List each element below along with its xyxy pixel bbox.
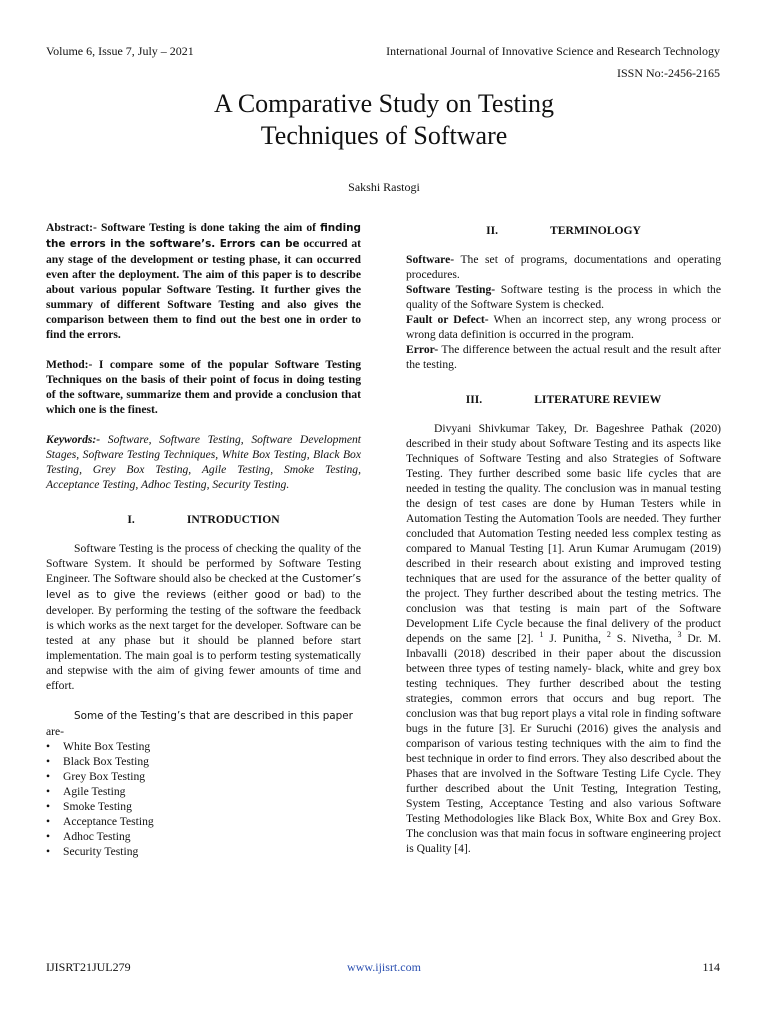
affil-sup: 2 bbox=[606, 630, 611, 640]
title-line-1: A Comparative Study on Testing bbox=[213, 89, 555, 118]
intro-p1-a: Software Testing is the process of checking the quality of the Software System. It should be performed by Software Testing Engineer. The Software should also be checked at bbox=[46, 542, 361, 585]
keywords bbox=[46, 432, 361, 492]
intro-paragraph-2 bbox=[46, 708, 361, 724]
lit-text-d: Dr. M. Inbavalli (2018) described in their paper about the discussion between three types of testing namely- black, white and grey box testing techniques. They further described about the testing strategies, common errors that occurs and bug report. The conclusion was that bug report plays a vital role in finding software bugs in the future [3]. Er Suruchi (2016) gives the analysis and comparison of various testing techniques with the aim to find the best technique in order to find errors. They also described about the Phases that are involved in the Software Testing Life Cycle. They further described about the Unit Testing, Integration Testing, System Testing, Acceptance Testing and also various Software Testing Methodologies like Black Box, White Box and Grey Box. The conclusion was that main focus in software engineering project is Quality [4]. bbox=[406, 632, 722, 855]
list-item bbox=[46, 754, 361, 769]
term: Software Testing- bbox=[406, 283, 496, 296]
bullet: • bbox=[46, 830, 51, 843]
literature-paragraph bbox=[406, 421, 721, 856]
left-column bbox=[46, 220, 361, 859]
list-item-text: Grey Box Testing bbox=[63, 770, 146, 783]
abstract bbox=[46, 220, 361, 342]
keywords-label: Keywords:- bbox=[46, 433, 101, 446]
term: Software- bbox=[406, 253, 455, 266]
bullet: • bbox=[46, 770, 51, 783]
term-definition: The set of programs, documentations and operating procedures. bbox=[406, 253, 721, 281]
intro-heading bbox=[46, 512, 361, 527]
keywords-text: Software, Software Testing, Software Development Stages, Software Testing Techniques, White Box Testing, Black Box Testing, Grey Box Testing, Agile Testing, Smoke Testing, Acceptance Testing, Adhoc Testing, Security Testing. bbox=[46, 433, 361, 491]
lit-text-c: S. Nivetha, bbox=[610, 632, 678, 645]
terminology-list bbox=[406, 252, 721, 372]
page-number: 114 bbox=[702, 960, 720, 974]
abstract-text-sans: finding the errors in the software’s. Errors can be bbox=[46, 222, 361, 250]
term-fault bbox=[406, 312, 721, 342]
term-software-testing bbox=[406, 282, 721, 312]
testing-list bbox=[46, 739, 361, 859]
list-item bbox=[46, 784, 361, 799]
author: Sakshi Rastogi bbox=[348, 180, 420, 194]
list-item-text: White Box Testing bbox=[63, 740, 151, 753]
journal-volume: Volume 6, Issue 7, July – 2021 bbox=[46, 44, 194, 58]
abstract-label: Abstract:- bbox=[46, 221, 97, 234]
literature-title: LITERATURE REVIEW bbox=[534, 393, 662, 406]
literature-heading bbox=[406, 392, 721, 407]
journal-name: International Journal of Innovative Science and Research Technology bbox=[386, 44, 720, 58]
list-item-text: Agile Testing bbox=[63, 785, 126, 798]
intro-p2-sans: Some of the Testing’s that are described in this paper bbox=[74, 710, 353, 722]
title-line-2: Techniques of Software bbox=[260, 121, 508, 150]
paper-id: IJISRT21JUL279 bbox=[46, 960, 131, 974]
bullet: • bbox=[46, 815, 51, 828]
terminology-heading bbox=[406, 223, 721, 238]
bullet: • bbox=[46, 740, 51, 753]
bullet: • bbox=[46, 800, 51, 813]
intro-p2-rest: are- bbox=[46, 725, 65, 738]
lit-text-a: Divyani Shivkumar Takey, Dr. Bageshree Pathak (2020) described in their study about Software Testing and its aspects like Techniques of Software Testing and also Strategies of Software Testing. They further described some basic life cycles that are needed in testing the quality. The conclusion was in manual testing the design of test cases are done by Human Testers while in Automation Testing the Automation Tools are needed. They further concluded that Automation Testing needed less complex testing as compared to Manual Testing [1]. Arun Kumar Arumugam (2019) described in their research about existing and improved testing techniques that are used for the assurance of the better quality of the project. They further described about the testing metrics. The conclusion was that testing is main part of the Software Development Life Cycle because the final delivery of the product depends on the same [2]. bbox=[406, 422, 721, 645]
bullet: • bbox=[46, 845, 51, 858]
list-item-text: Black Box Testing bbox=[63, 755, 149, 768]
list-item bbox=[46, 799, 361, 814]
list-item bbox=[46, 769, 361, 784]
literature-num: III. bbox=[465, 393, 483, 406]
paper-title bbox=[0, 88, 768, 152]
term-error bbox=[406, 342, 721, 372]
abstract-text-a: Software Testing is done taking the aim of bbox=[96, 221, 321, 234]
list-item-text: Smoke Testing bbox=[63, 800, 132, 813]
lit-text-b: J. Punitha, bbox=[543, 632, 607, 645]
term-software bbox=[406, 252, 721, 282]
affil-sup: 3 bbox=[677, 630, 682, 640]
intro-p1-b: bad) to the developer. By performing the testing of the software the feedback is which works as the next target for the developer. Software can be tested at any phase but it should be planned before start implementation. The main goal is to perform testing systematically and stepwise with the aim of giving fewer amounts of time and effort. bbox=[46, 588, 361, 692]
term-definition: When an incorrect step, any wrong process or wrong data definition is occurred in the program. bbox=[406, 313, 721, 341]
term: Error- bbox=[406, 343, 439, 356]
list-item bbox=[46, 844, 361, 859]
affil-sup: 1 bbox=[539, 630, 544, 640]
issn: ISSN No:-2456-2165 bbox=[616, 66, 720, 80]
list-item-text: Acceptance Testing bbox=[63, 815, 154, 828]
list-item bbox=[46, 814, 361, 829]
bullet: • bbox=[46, 755, 51, 768]
terminology-title: TERMINOLOGY bbox=[550, 224, 641, 237]
term-definition: The difference between the actual result and the result after the testing. bbox=[406, 343, 721, 371]
list-item-text: Adhoc Testing bbox=[63, 830, 131, 843]
list-item bbox=[46, 829, 361, 844]
journal-website-link[interactable]: www.ijisrt.com bbox=[347, 960, 421, 974]
intro-num: I. bbox=[127, 513, 135, 526]
list-item-text: Security Testing bbox=[63, 845, 139, 858]
abstract-text-b: occurred at any stage of the development or testing phase, it can occurred even after the deployment. The aim of this paper is to describe about various popular Software Testing. It further gives the summary of different Software Testing and also gives the comparison between them to find out the best one in order to find the errors. bbox=[46, 237, 361, 341]
intro-p1-sans: the Customer’s level as to give the reviews (either good or bbox=[46, 573, 362, 601]
right-column bbox=[406, 220, 721, 856]
intro-paragraph bbox=[46, 541, 361, 693]
bullet: • bbox=[46, 785, 51, 798]
term: Fault or Defect- bbox=[406, 313, 489, 326]
intro-title: INTRODUCTION bbox=[186, 513, 280, 526]
term-definition: Software testing is the process in which the quality of the Software System is checked. bbox=[406, 283, 721, 311]
list-item bbox=[46, 739, 361, 754]
method: Method:- I compare some of the popular Software Testing Techniques on the basis of their point of focus in doing testing of the software, summarize them and provide a conclusion that which one is the finest. bbox=[46, 358, 361, 416]
terminology-num: II. bbox=[486, 224, 499, 237]
